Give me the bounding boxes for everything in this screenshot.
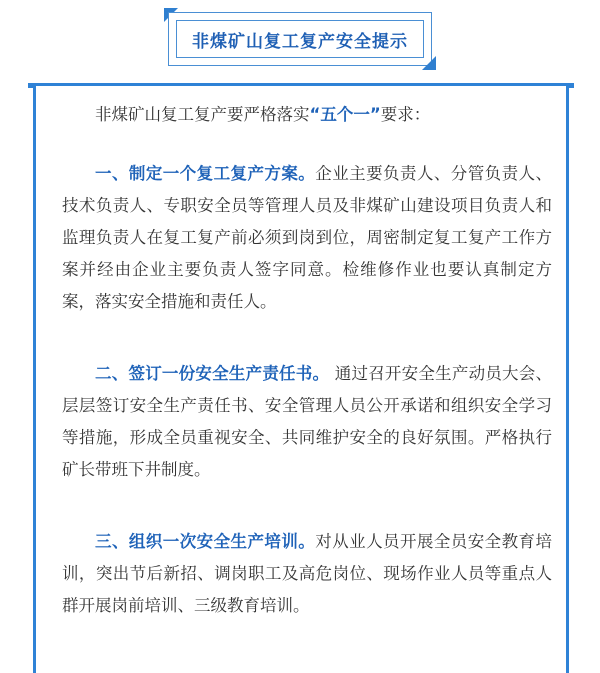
- intro-prefix: 非煤矿山复工复产要严格落实: [95, 105, 310, 124]
- item-paragraph-2: [62, 358, 552, 486]
- intro-paragraph: [62, 99, 552, 131]
- title-tag: [168, 12, 434, 68]
- item-heading-3: 三、组织一次安全生产培训。: [95, 532, 316, 551]
- title-corner-bottom-right: [422, 56, 436, 70]
- item-heading-1: 一、制定一个复工复产方案。: [95, 164, 316, 183]
- intro-emphasis: “五个一”: [309, 105, 381, 124]
- item-heading-2: 二、签订一份安全生产责任书。: [95, 364, 330, 383]
- item-paragraph-1: [62, 158, 552, 318]
- title-inner-frame: [176, 20, 424, 58]
- item-body-2: 通过召开安全生产动员大会、层层签订安全生产责任书、安全管理人员公开承诺和组织安全学习等措施，形成全员重视安全、共同维护安全的良好氛围。严格执行矿长带班下井制度。: [62, 364, 553, 479]
- title-frame: [168, 12, 432, 66]
- page-title: 非煤矿山复工复产安全提示: [192, 31, 408, 52]
- item-paragraph-3: [62, 526, 552, 622]
- item-body-1: 企业主要负责人、分管负责人、技术负责人、专职安全员等管理人员及非煤矿山建设项目负责人和监理负责人在复工复产前必须到岗到位，周密制定复工复产工作方案并经由企业主要负责人签字同意。检维修作业也要认真制定方案，落实安全措施和责任人。: [62, 164, 553, 311]
- intro-suffix: 要求：: [380, 105, 431, 124]
- item-body-3: 对从业人员开展全员安全教育培训，突出节后新招、调岗职工及高危岗位、现场作业人员等重点人群开展岗前培训、三级教育培训。: [62, 532, 553, 615]
